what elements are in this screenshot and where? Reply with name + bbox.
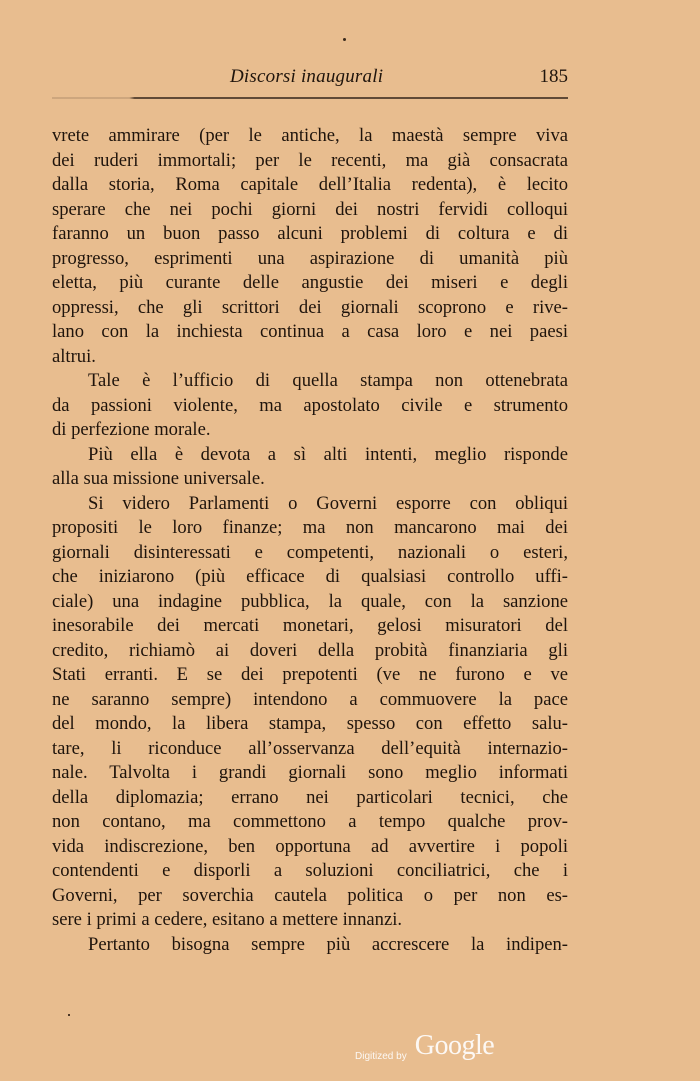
text-line: della diplomazia; errano nei particolari tecnici, che <box>52 786 568 808</box>
text-line: sperare che nei pochi giorni dei nostri fervidi colloqui <box>52 198 568 220</box>
text-line: alla sua missione universale. <box>52 468 265 489</box>
text-line: tare, li riconduce all’osservanza dell’equità internazio- <box>52 737 568 759</box>
text-line: inesorabile dei mercati monetari, gelosi misuratori del <box>52 615 568 636</box>
text-line: ne saranno sempre) intendono a commuovere la pace <box>52 688 568 710</box>
print-dot <box>343 38 346 41</box>
text-line: altrui. <box>52 345 96 367</box>
page-speck <box>68 1014 70 1016</box>
text-line: credito, richiamò ai doveri della probità finanziaria gli <box>52 639 568 661</box>
text-line: lano con la inchiesta continua a casa loro e nei paesi <box>52 321 568 342</box>
paragraph-start-line: Più ella è devota a sì alti intenti, meglio risponde <box>88 443 568 465</box>
text-line: del mondo, la libera stampa, spesso con effetto salu- <box>52 713 568 734</box>
text-line: da passioni violente, ma apostolato civile e strumento <box>52 394 568 416</box>
text-line: vrete ammirare (per le antiche, la maestà sempre viva <box>52 125 568 146</box>
text-line: nale. Talvolta i grandi giornali sono meglio informati <box>52 762 568 783</box>
running-title: Discorsi inaugurali <box>230 66 384 87</box>
text-line: ciale) una indagine pubblica, la quale, con la sanzione <box>52 590 568 612</box>
digitized-by-google-watermark <box>355 1030 494 1064</box>
paragraph-start-line: Si videro Parlamenti o Governi esporre con obliqui <box>88 492 568 514</box>
text-line: che iniziarono (più efficace di qualsiasi controllo uffi- <box>52 566 568 587</box>
text-line: faranno un buon passo alcuni problemi di coltura e di <box>52 223 568 244</box>
text-line: giornali disinteressati e competenti, nazionali o esteri, <box>52 541 568 563</box>
text-line: progresso, esprimenti una aspirazione di umanità più <box>52 247 568 269</box>
watermark-prefix: Digitized by <box>355 1051 407 1062</box>
text-line: di perfezione morale. <box>52 419 211 440</box>
google-logo: Google <box>414 1030 495 1061</box>
body-text <box>52 124 568 957</box>
text-line: Governi, per soverchia cautela politica o per non es- <box>52 884 568 906</box>
text-line: eletta, più curante delle angustie dei miseri e degli <box>52 272 568 293</box>
text-line: Stati erranti. E se dei prepotenti (ve ne furono e ve <box>52 664 568 685</box>
text-line: contendenti e disporli a soluzioni conciliatrici, che i <box>52 860 568 881</box>
text-line: vida indiscrezione, ben opportuna ad avvertire i popoli <box>52 835 568 857</box>
text-line: oppressi, che gli scrittori dei giornali scoprono e rive- <box>52 296 568 318</box>
text-line: dei ruderi immortali; per le recenti, ma già consacrata <box>52 149 568 171</box>
text-line: sere i primi a cedere, esitano a mettere innanzi. <box>52 909 403 930</box>
paragraph-start-line: Pertanto bisogna sempre più accrescere la indipen- <box>88 933 568 955</box>
text-line: non contano, ma commettono a tempo qualche prov- <box>52 811 568 832</box>
text-line: dalla storia, Roma capitale dell’Italia redenta), è lecito <box>52 174 568 195</box>
paragraph-start-line: Tale è l’ufficio di quella stampa non ottenebrata <box>88 370 568 391</box>
page-number: 185 <box>539 66 568 87</box>
header-rule <box>52 97 568 99</box>
text-line: propositi le loro finanze; ma non mancarono mai dei <box>52 517 568 538</box>
running-head <box>52 66 568 92</box>
